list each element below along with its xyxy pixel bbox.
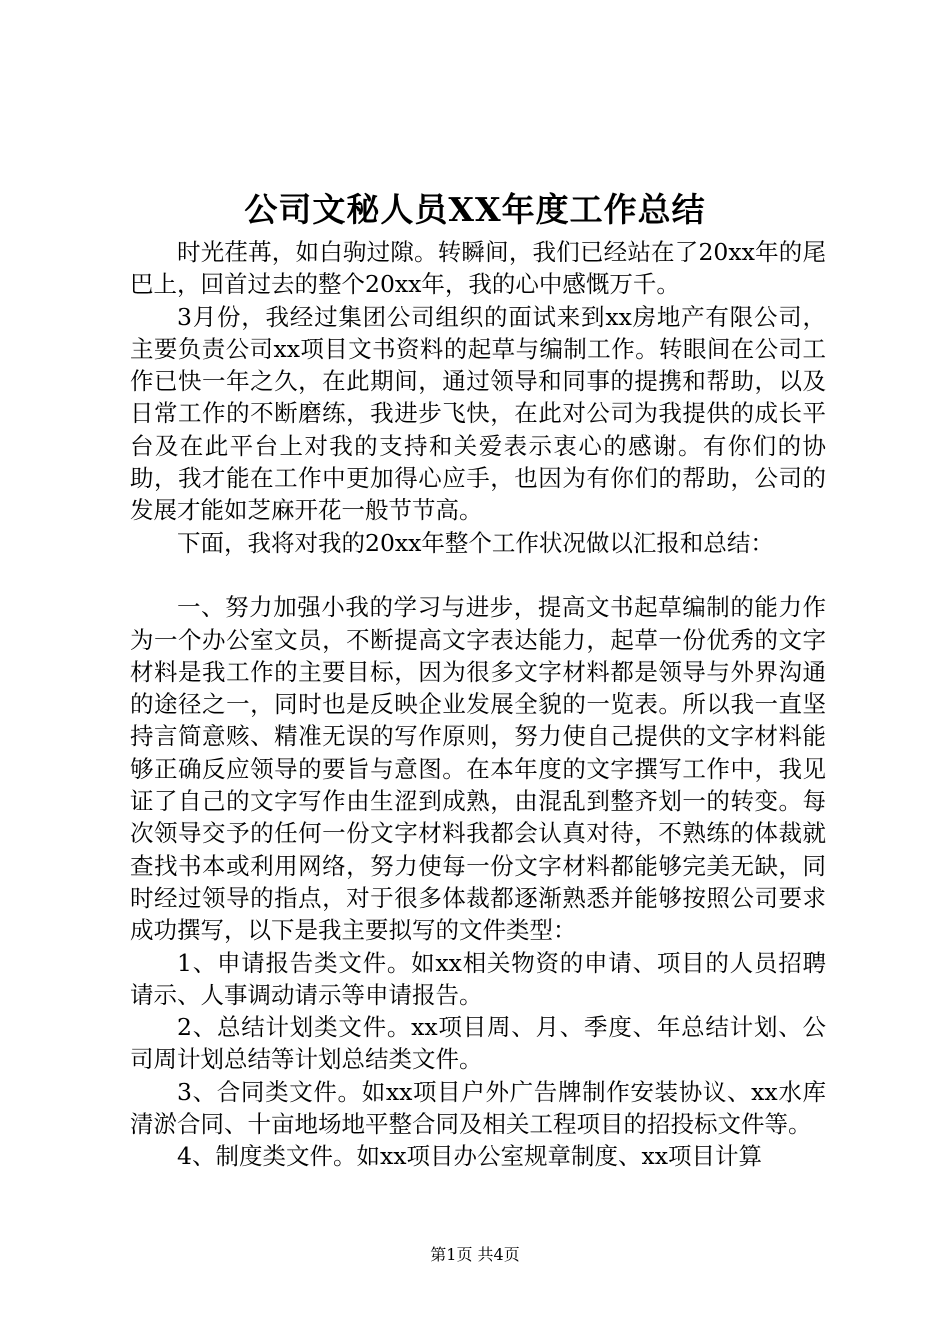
- list-item-contracts: 3、合同类文件。如xx项目户外广告牌制作安装协议、xx水库清淤合同、十亩地场地平整合同及相关工程项目的招投标文件等。: [130, 1077, 826, 1139]
- document-title: 公司文秘人员XX年度工作总结: [244, 190, 706, 229]
- list-item-summary-plans: 2、总结计划类文件。xx项目周、月、季度、年总结计划、公司周计划总结等计划总结类文件。: [130, 1013, 826, 1074]
- list-item-application-reports: 1、申请报告类文件。如xx相关物资的申请、项目的人员招聘请示、人事调动请示等申请报告。: [130, 948, 826, 1009]
- paragraph-intro: 时光荏苒，如白驹过隙。转瞬间，我们已经站在了20xx年的尾巴上，回首过去的整个20xx年，我的心中感慨万千。: [130, 238, 826, 299]
- paragraph-section-one: 一、努力加强小我的学习与进步，提高文书起草编制的能力作为一个办公室文员，不断提高文字表达能力，起草一份优秀的文字材料是我工作的主要目标，因为很多文字材料都是领导与外界沟通的途径之一，同时也是反映企业发展全貌的一览表。所以我一直坚持言简意赅、精准无误的写作原则，努力使自己提供的文字材料能够正确反应领导的要旨与意图。在本年度的文字撰写工作中，我见证了自己的文字写作由生涩到成熟，由混乱到整齐划一的转变。每次领导交予的任何一份文字材料我都会认真对待，不熟练的体裁就查找书本或利用网络，努力使每一份文字材料都能够完美无缺，同时经过领导的指点，对于很多体裁都逐渐熟悉并能够按照公司要求成功撰写，以下是我主要拟写的文件类型：: [130, 593, 826, 945]
- paragraph-summary-lead: 下面，我将对我的20xx年整个工作状况做以汇报和总结：: [177, 528, 774, 557]
- document-body: [130, 236, 826, 1173]
- page-footer: 第1页 共4页: [430, 1245, 520, 1264]
- paragraph-background: 3月份，我经过集团公司组织的面试来到xx房地产有限公司，主要负责公司xx项目文书资料的起草与编制工作。转眼间在公司工作已快一年之久，在此期间，通过领导和同事的提携和帮助，以及日常工作的不断磨练，我进步飞快，在此对公司为我提供的成长平台及在此平台上对我的支持和关爱表示衷心的感谢。有你们的协助，我才能在工作中更加得心应手，也因为有你们的帮助，公司的发展才能如芝麻开花一般节节高。: [130, 302, 826, 525]
- blank-line: [130, 559, 826, 591]
- list-item-regulations: 4、制度类文件。如xx项目办公室规章制度、xx项目计算: [177, 1142, 762, 1171]
